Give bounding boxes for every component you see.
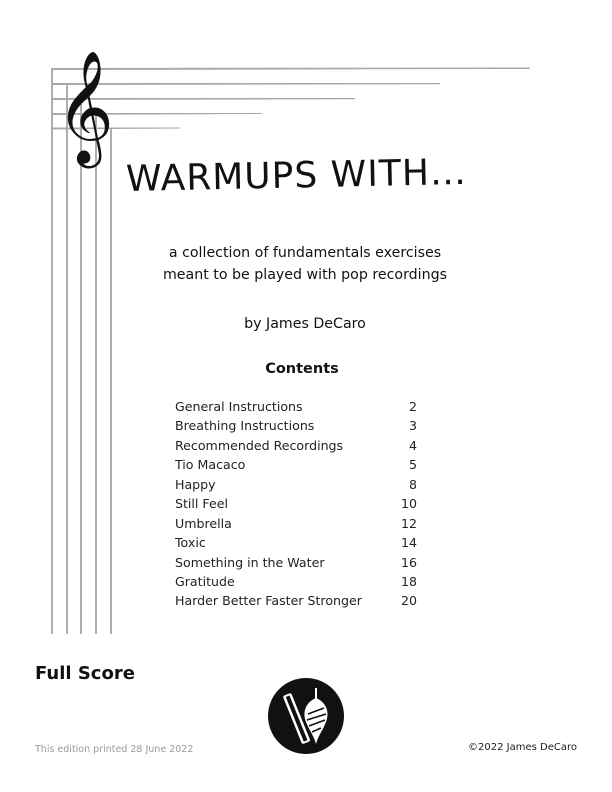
- contents-heading: Contents: [265, 361, 339, 377]
- toc-entry-title: Gratitude: [175, 573, 235, 589]
- toc-entry-title: Umbrella: [175, 515, 232, 531]
- toc-row[interactable]: [175, 418, 417, 437]
- toc-entry-title: Recommended Recordings: [175, 437, 344, 453]
- toc-entry-page: 18: [400, 573, 417, 589]
- table-of-contents: [175, 399, 417, 613]
- toc-entry-page: 3: [408, 418, 417, 434]
- toc-row[interactable]: [175, 496, 417, 515]
- toc-entry-title: Still Feel: [175, 496, 228, 512]
- toc-row[interactable]: [175, 477, 417, 496]
- toc-row[interactable]: [175, 399, 417, 418]
- toc-entry-page: 8: [408, 476, 417, 492]
- page-title: WARMUPS WITH…: [125, 151, 468, 200]
- author-line: by James DeCaro: [244, 316, 366, 332]
- full-score-label: Full Score: [35, 663, 135, 684]
- publisher-logo-icon: [268, 678, 344, 754]
- staff-horizontal-line: [52, 68, 530, 71]
- toc-entry-title: Tio Macaco: [175, 457, 246, 473]
- toc-entry-page: 12: [400, 515, 417, 531]
- toc-row[interactable]: [175, 574, 417, 593]
- toc-entry-page: 10: [400, 496, 417, 512]
- toc-entry-title: Toxic: [175, 535, 206, 551]
- toc-entry-title: Happy: [175, 476, 216, 492]
- toc-row[interactable]: [175, 535, 417, 554]
- copyright-notice: ©2022 James DeCaro: [468, 742, 577, 753]
- toc-entry-page: 4: [408, 437, 417, 453]
- toc-entry-title: Harder Better Faster Stronger: [175, 593, 362, 609]
- toc-row[interactable]: [175, 593, 417, 612]
- treble-clef-icon: 𝄞: [56, 50, 114, 164]
- toc-entry-page: 2: [408, 399, 417, 414]
- subtitle-line: meant to be played with pop recordings: [162, 267, 448, 283]
- toc-entry-title: Something in the Water: [175, 554, 325, 570]
- toc-row[interactable]: [175, 457, 417, 476]
- toc-row[interactable]: [175, 555, 417, 574]
- toc-entry-title: Breathing Instructions: [175, 418, 315, 434]
- toc-entry-page: 16: [400, 554, 417, 570]
- subtitle: [120, 242, 490, 286]
- toc-entry-page: 5: [408, 457, 417, 473]
- toc-row[interactable]: [175, 516, 417, 535]
- toc-entry-title: General Instructions: [175, 399, 303, 414]
- subtitle-line: a collection of fundamentals exercises: [168, 245, 442, 261]
- edition-note: This edition printed 28 June 2022: [35, 744, 194, 755]
- toc-row[interactable]: [175, 438, 417, 457]
- toc-entry-page: 14: [400, 535, 417, 551]
- toc-entry-page: 20: [400, 593, 417, 609]
